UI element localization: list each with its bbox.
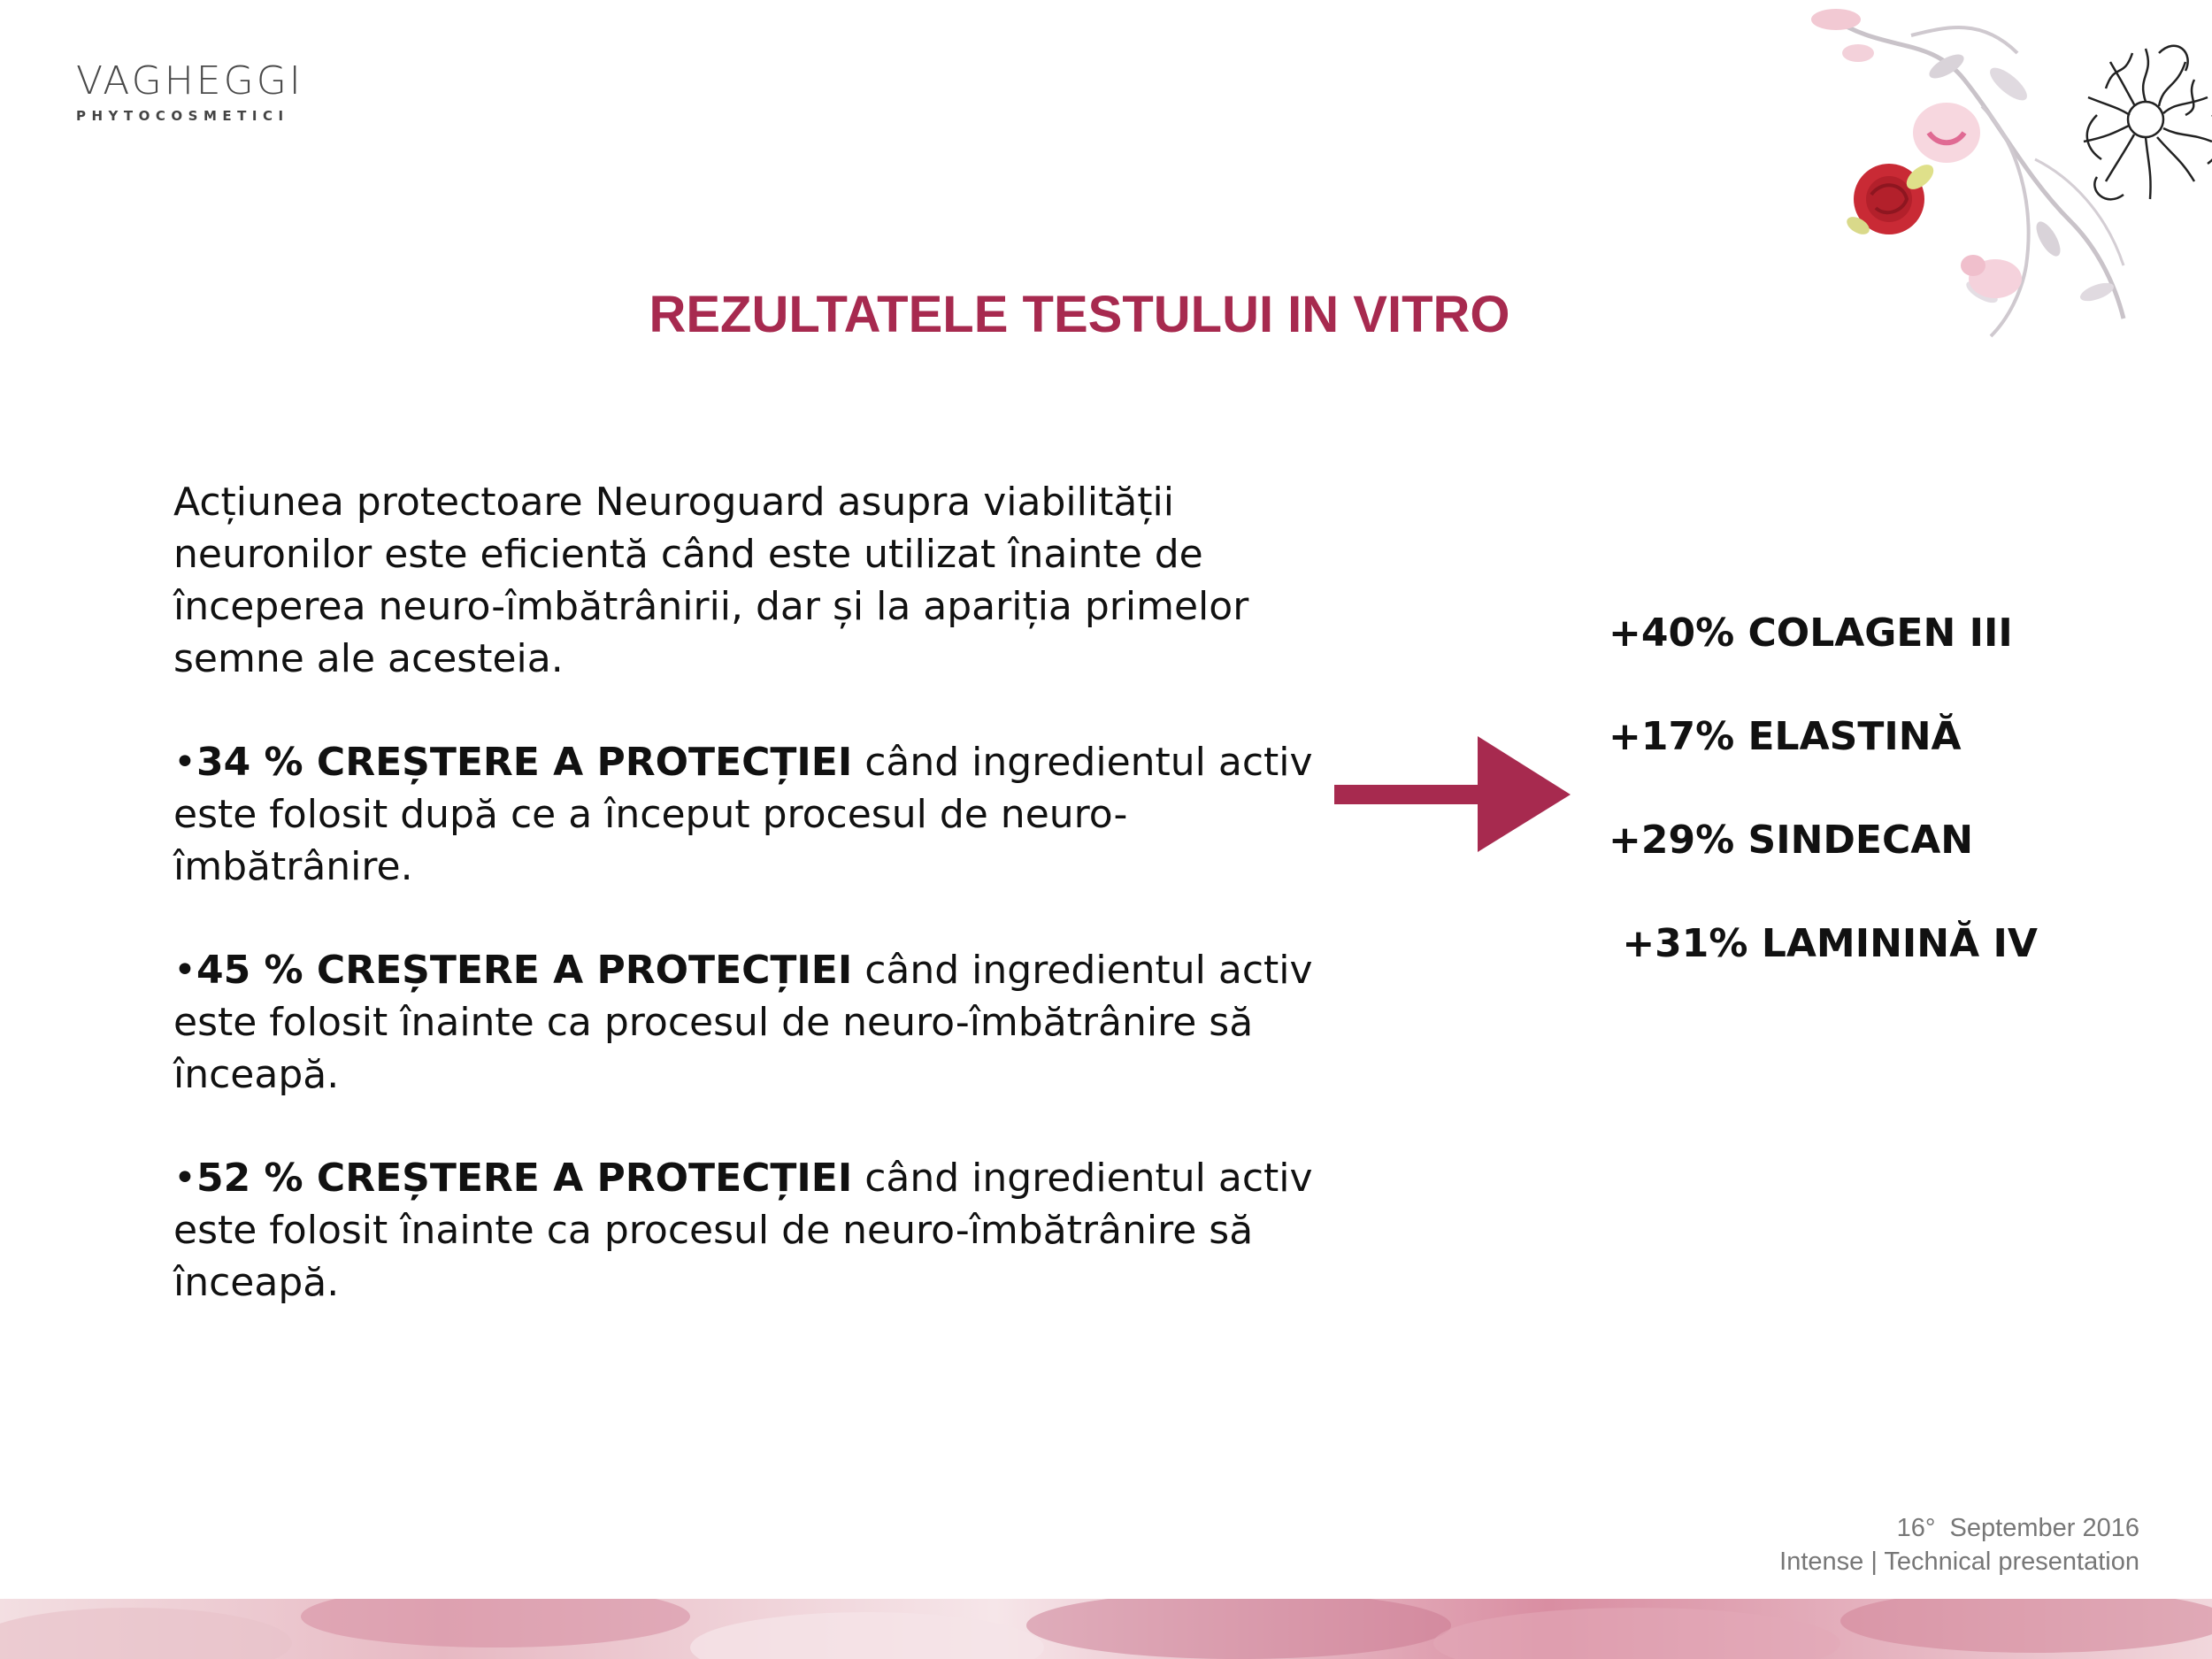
result-item: +29% SINDECAN	[1609, 818, 1974, 863]
bullet-highlight: 52 % CREȘTERE A PROTECȚIEI	[196, 1156, 853, 1201]
body-text	[173, 476, 1341, 1360]
result-item: +31% LAMININĂ IV	[1609, 921, 2038, 966]
page-title: REZULTATELE TESTULUI IN VITRO	[649, 286, 1510, 343]
bullet-marker: •	[173, 1156, 196, 1201]
footer	[1779, 1511, 2139, 1578]
bullet-highlight: 45 % CREȘTERE A PROTECȚIEI	[196, 948, 853, 993]
bullet-item	[173, 1152, 1341, 1309]
bullet-marker: •	[173, 740, 196, 785]
bullet-text: când ingredientul activ este folosit după ce a început procesul de neuro-îmbătrânire.	[173, 740, 1313, 889]
footer-date: 16° September 2016	[1896, 1514, 2139, 1542]
logo-brand-name: VAGHEGGI	[76, 58, 303, 104]
footer-caption: Intense | Technical presentation	[1779, 1548, 2139, 1576]
brand-logo	[76, 58, 303, 124]
intro-paragraph: Acțiunea protectoare Neuroguard asupra viabilității neuronilor este eficientă când este utilizat înainte de începerea neuro-îmbătrânirii, dar și la apariția primelor semne ale acesteia.	[173, 480, 1249, 681]
bullet-text: când ingredientul activ este folosit înainte ca procesul de neuro-îmbătrânire să înceapă.	[173, 948, 1313, 1097]
logo-tagline: PHYTOCOSMETICI	[76, 108, 289, 124]
result-item: +17% ELASTINĂ	[1609, 714, 1962, 759]
result-item: +40% COLAGEN III	[1609, 611, 2013, 656]
bullet-marker: •	[173, 948, 196, 993]
petal-band-image	[0, 1599, 2212, 1659]
results-list	[1609, 609, 2038, 1023]
bullet-item	[173, 944, 1341, 1101]
bullet-text: când ingredientul activ este folosit înainte ca procesul de neuro-îmbătrânire să înceapă.	[173, 1156, 1313, 1305]
bullet-highlight: 34 % CREȘTERE A PROTECȚIEI	[196, 740, 853, 785]
bullet-item	[173, 736, 1341, 893]
right-arrow-icon	[1332, 734, 1571, 854]
